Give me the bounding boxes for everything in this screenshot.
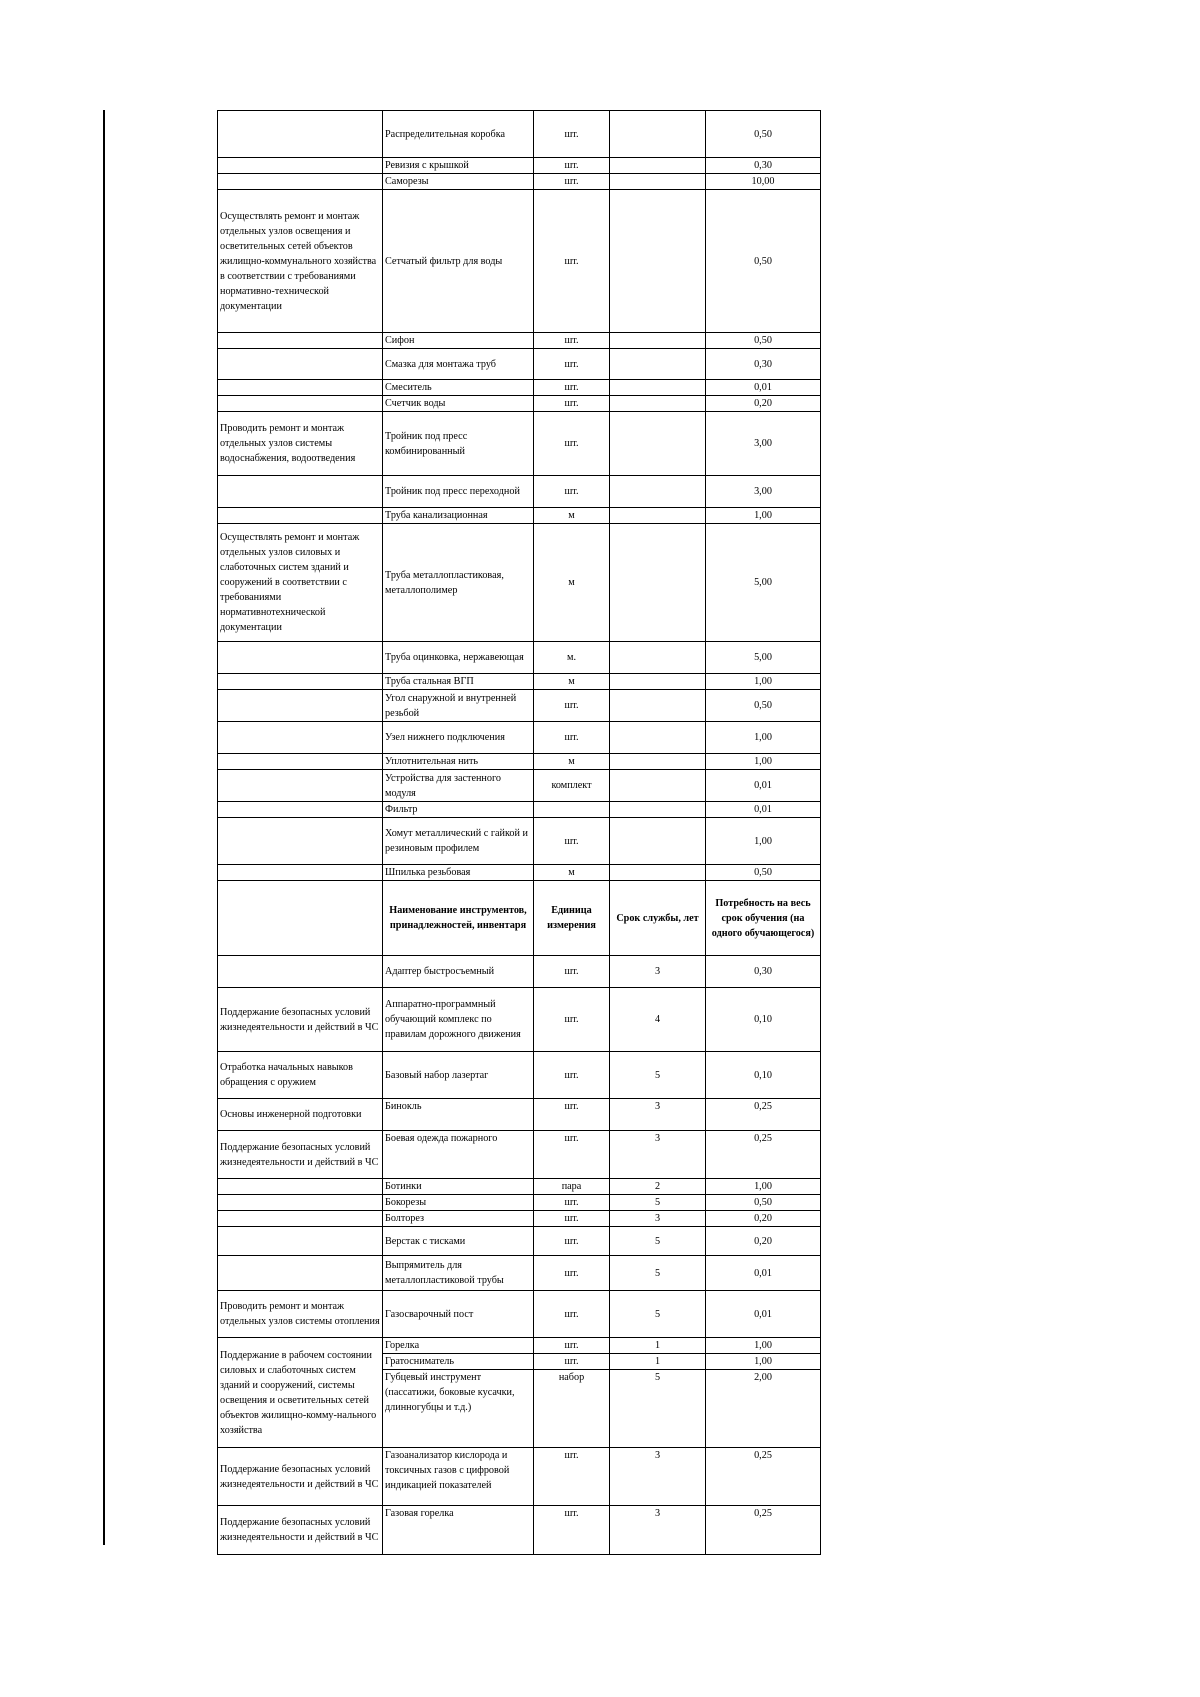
need-cell: 0,50 [706,190,821,333]
activity-cell: Поддержание безопасных условий жизнедеятельности и действий в ЧС [218,1448,383,1506]
activity-cell [218,158,383,174]
activity-cell [218,380,383,396]
need-cell: 0,10 [706,1052,821,1099]
service-life-cell: 5 [610,1370,706,1448]
table-row [218,1099,821,1131]
unit-cell: шт. [534,1195,610,1211]
item-name-cell: Выпрямитель для металлопластиковой трубы [383,1256,534,1291]
activity-cell [218,111,383,158]
service-life-cell [610,818,706,865]
activity-cell: Отработка начальных навыков обращения с оружием [218,1052,383,1099]
item-name-cell: Труба стальная ВГП [383,674,534,690]
item-name-cell: Губцевый инструмент (пассатижи, боковые кусачки, длинногубцы и т.д.) [383,1370,534,1448]
activity-cell: Поддержание безопасных условий жизнедеятельности и действий в ЧС [218,1131,383,1179]
unit-cell: шт. [534,690,610,722]
item-name-cell: Болторез [383,1211,534,1227]
need-cell: 0,25 [706,1506,821,1555]
service-life-cell [610,754,706,770]
unit-cell: м [534,754,610,770]
need-cell: 0,25 [706,1099,821,1131]
activity-cell [218,1211,383,1227]
service-life-cell [610,802,706,818]
table-row [218,818,821,865]
table-row [218,333,821,349]
unit-cell: шт. [534,349,610,380]
unit-cell: шт. [534,333,610,349]
service-life-cell: 4 [610,988,706,1052]
item-name-cell: Газоанализатор кислорода и токсичных газов с цифровой индикацией показателей [383,1448,534,1506]
table-row [218,988,821,1052]
service-life-cell [610,412,706,476]
service-life-cell [610,158,706,174]
unit-cell: шт. [534,1227,610,1256]
unit-cell: шт. [534,111,610,158]
service-life-cell: 3 [610,1131,706,1179]
table-row [218,1291,821,1338]
table-row [218,1448,821,1506]
need-cell: 0,50 [706,690,821,722]
item-name-cell: Горелка [383,1338,534,1354]
item-name-cell: Распределительная коробка [383,111,534,158]
item-name-cell: Смеситель [383,380,534,396]
need-cell: 0,50 [706,333,821,349]
activity-cell [218,1179,383,1195]
service-life-cell: 3 [610,1506,706,1555]
item-name-cell: Труба металлопластиковая, металлополимер [383,524,534,642]
unit-cell [534,802,610,818]
unit-cell: комплект [534,770,610,802]
unit-cell: м [534,674,610,690]
need-cell: 0,50 [706,1195,821,1211]
activity-cell [218,770,383,802]
header-name: Наименование инструментов, принадлежностей, инвентаря [383,881,534,956]
need-cell: 1,00 [706,1179,821,1195]
unit-cell: шт. [534,956,610,988]
need-cell: 0,25 [706,1131,821,1179]
need-cell: 1,00 [706,674,821,690]
activity-cell [218,956,383,988]
activity-cell [218,1256,383,1291]
table-row [218,1179,821,1195]
need-cell: 0,01 [706,1291,821,1338]
activity-cell [218,508,383,524]
item-name-cell: Адаптер быстросъемный [383,956,534,988]
unit-cell: м. [534,642,610,674]
service-life-cell [610,333,706,349]
table-row [218,1506,821,1555]
tools-header-row [218,881,821,956]
need-cell: 1,00 [706,754,821,770]
unit-cell: шт. [534,1291,610,1338]
unit-cell: шт. [534,1354,610,1370]
requirements-table [217,110,821,1555]
need-cell: 0,01 [706,802,821,818]
service-life-cell [610,865,706,881]
activity-cell [218,642,383,674]
item-name-cell: Ревизия с крышкой [383,158,534,174]
need-cell: 0,50 [706,865,821,881]
activity-cell: Осуществлять ремонт и монтаж отдельных узлов освещения и осветительных сетей объектов жилищно-коммунального хозяйства в соответствии с требованиями нормативно-технической документации [218,190,383,333]
item-name-cell: Базовый набор лазертаг [383,1052,534,1099]
activity-cell: Осуществлять ремонт и монтаж отдельных узлов силовых и слаботочных систем зданий и сооружений в соответствии с требованиями нормативнотехнической документации [218,524,383,642]
need-cell: 1,00 [706,722,821,754]
table-row [218,770,821,802]
need-cell: 1,00 [706,818,821,865]
table-row [218,190,821,333]
item-name-cell: Сетчатый фильтр для воды [383,190,534,333]
table-row [218,158,821,174]
item-name-cell: Бинокль [383,1099,534,1131]
item-name-cell: Гратосниматель [383,1354,534,1370]
item-name-cell: Сифон [383,333,534,349]
activity-cell [218,396,383,412]
need-cell: 0,20 [706,1227,821,1256]
service-life-cell: 1 [610,1354,706,1370]
activity-cell: Проводить ремонт и монтаж отдельных узлов системы водоснабжения, водоотведения [218,412,383,476]
activity-cell [218,722,383,754]
activity-cell [218,865,383,881]
service-life-cell [610,190,706,333]
header-service-life: Срок службы, лет [610,881,706,956]
need-cell: 0,20 [706,396,821,412]
activity-cell [218,802,383,818]
need-cell: 5,00 [706,642,821,674]
unit-cell: шт. [534,476,610,508]
service-life-cell [610,380,706,396]
need-cell: 0,01 [706,1256,821,1291]
table-row [218,1338,821,1354]
table-row [218,349,821,380]
table-row [218,865,821,881]
service-life-cell [610,690,706,722]
service-life-cell [610,674,706,690]
unit-cell: шт. [534,1099,610,1131]
service-life-cell: 5 [610,1052,706,1099]
service-life-cell: 5 [610,1195,706,1211]
unit-cell: шт. [534,1131,610,1179]
table-row [218,508,821,524]
unit-cell: шт. [534,818,610,865]
item-name-cell: Бокорезы [383,1195,534,1211]
item-name-cell: Саморезы [383,174,534,190]
service-life-cell [610,770,706,802]
table-row [218,722,821,754]
item-name-cell: Узел нижнего подключения [383,722,534,754]
item-name-cell: Фильтр [383,802,534,818]
activity-cell [218,476,383,508]
table-row [218,956,821,988]
unit-cell: м [534,865,610,881]
item-name-cell: Шпилька резьбовая [383,865,534,881]
unit-cell: набор [534,1370,610,1448]
table-row [218,1131,821,1179]
service-life-cell [610,111,706,158]
service-life-cell [610,396,706,412]
table-row [218,1195,821,1211]
unit-cell: м [534,524,610,642]
item-name-cell: Хомут металлический с гайкой и резиновым профилем [383,818,534,865]
service-life-cell: 3 [610,1099,706,1131]
table-row [218,412,821,476]
unit-cell: шт. [534,988,610,1052]
table-row [218,1227,821,1256]
activity-cell: Поддержание безопасных условий жизнедеятельности и действий в ЧС [218,988,383,1052]
table-row [218,642,821,674]
service-life-cell: 5 [610,1256,706,1291]
need-cell: 0,20 [706,1211,821,1227]
need-cell: 0,30 [706,349,821,380]
service-life-cell [610,349,706,380]
item-name-cell: Смазка для монтажа труб [383,349,534,380]
table-row [218,674,821,690]
table-row [218,476,821,508]
activity-cell [218,674,383,690]
service-life-cell: 3 [610,1211,706,1227]
need-cell: 1,00 [706,508,821,524]
need-cell: 1,00 [706,1354,821,1370]
service-life-cell: 5 [610,1291,706,1338]
service-life-cell [610,174,706,190]
need-cell: 3,00 [706,476,821,508]
item-name-cell: Угол снаружной и внутренней резьбой [383,690,534,722]
unit-cell: м [534,508,610,524]
need-cell: 0,50 [706,111,821,158]
service-life-cell [610,642,706,674]
activity-cell: Основы инженерной подготовки [218,1099,383,1131]
need-cell: 0,01 [706,380,821,396]
item-name-cell: Аппаратно-программный обучающий комплекс по правилам дорожного движения [383,988,534,1052]
activity-cell [218,1195,383,1211]
activity-cell [218,333,383,349]
activity-cell [218,349,383,380]
need-cell: 0,30 [706,956,821,988]
activity-cell [218,818,383,865]
unit-cell: шт. [534,1052,610,1099]
unit-cell: шт. [534,1338,610,1354]
activity-cell [218,754,383,770]
table-row [218,1256,821,1291]
left-margin-line [103,110,105,1545]
item-name-cell: Газовая горелка [383,1506,534,1555]
service-life-cell: 1 [610,1338,706,1354]
item-name-cell: Газосварочный пост [383,1291,534,1338]
activity-cell [218,174,383,190]
unit-cell: шт. [534,1506,610,1555]
header-activity [218,881,383,956]
unit-cell: пара [534,1179,610,1195]
table-row [218,380,821,396]
need-cell: 0,25 [706,1448,821,1506]
activity-cell [218,1227,383,1256]
service-life-cell: 2 [610,1179,706,1195]
service-life-cell [610,508,706,524]
item-name-cell: Труба канализационная [383,508,534,524]
item-name-cell: Счетчик воды [383,396,534,412]
need-cell: 2,00 [706,1370,821,1448]
unit-cell: шт. [534,1448,610,1506]
need-cell: 0,01 [706,770,821,802]
unit-cell: шт. [534,412,610,476]
unit-cell: шт. [534,190,610,333]
table-row [218,1052,821,1099]
table-body [218,111,821,1555]
table-row [218,690,821,722]
header-need: Потребность на весь срок обучения (на одного обучающегося) [706,881,821,956]
activity-cell: Поддержание в рабочем состоянии силовых и слаботочных систем зданий и сооружений, системы освещения и осветительных сетей объектов жилищно-комму-нального хозяйства [218,1338,383,1448]
service-life-cell [610,722,706,754]
header-unit: Единица измерения [534,881,610,956]
activity-cell [218,690,383,722]
table-row [218,111,821,158]
service-life-cell [610,476,706,508]
item-name-cell: Устройства для застенного модуля [383,770,534,802]
table-row [218,1211,821,1227]
table-row [218,174,821,190]
service-life-cell: 3 [610,1448,706,1506]
unit-cell: шт. [534,1256,610,1291]
need-cell: 10,00 [706,174,821,190]
item-name-cell: Боевая одежда пожарного [383,1131,534,1179]
item-name-cell: Тройник под пресс переходной [383,476,534,508]
need-cell: 5,00 [706,524,821,642]
service-life-cell: 5 [610,1227,706,1256]
activity-cell: Поддержание безопасных условий жизнедеятельности и действий в ЧС [218,1506,383,1555]
service-life-cell [610,524,706,642]
unit-cell: шт. [534,1211,610,1227]
table-row [218,396,821,412]
service-life-cell: 3 [610,956,706,988]
need-cell: 0,10 [706,988,821,1052]
unit-cell: шт. [534,174,610,190]
item-name-cell: Тройник под пресс комбинированный [383,412,534,476]
item-name-cell: Уплотнительная нить [383,754,534,770]
item-name-cell: Труба оцинковка, нержавеющая [383,642,534,674]
need-cell: 1,00 [706,1338,821,1354]
item-name-cell: Верстак с тисками [383,1227,534,1256]
table-row [218,802,821,818]
activity-cell: Проводить ремонт и монтаж отдельных узлов системы отопления [218,1291,383,1338]
need-cell: 0,30 [706,158,821,174]
item-name-cell: Ботинки [383,1179,534,1195]
unit-cell: шт. [534,722,610,754]
unit-cell: шт. [534,158,610,174]
table-row [218,754,821,770]
unit-cell: шт. [534,380,610,396]
table-row [218,524,821,642]
need-cell: 3,00 [706,412,821,476]
unit-cell: шт. [534,396,610,412]
